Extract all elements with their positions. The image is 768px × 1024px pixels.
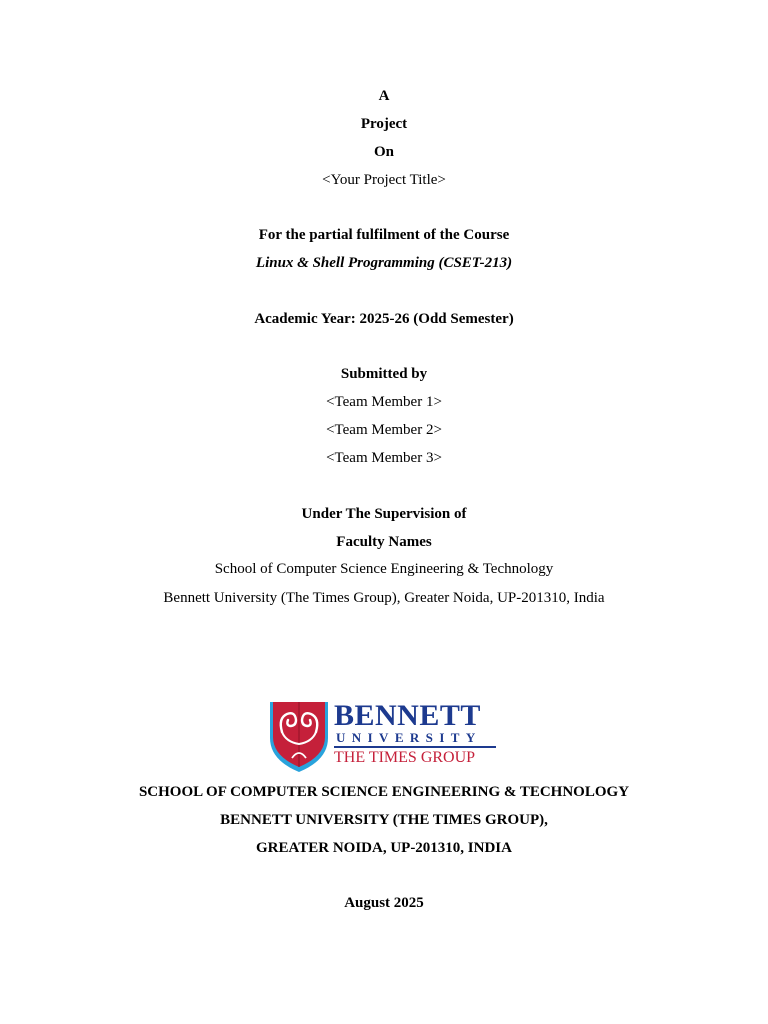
footer-date: August 2025 [344,895,424,911]
project-title: <Your Project Title> [322,172,446,188]
university-address: Bennett University (The Times Group), Greater Noida, UP-201310, India [163,590,605,606]
logo-sub: UNIVERSITY [336,730,482,745]
team-member-3: <Team Member 3> [326,450,442,466]
supervision-heading: Under The Supervision of [301,506,467,522]
team-member-2: <Team Member 2> [326,422,442,438]
faculty-names: Faculty Names [336,534,432,550]
shield-emblem-icon [268,698,330,774]
bennett-university-logo [268,698,500,776]
footer-school: SCHOOL OF COMPUTER SCIENCE ENGINEERING & TECHNOLOGY [138,784,630,800]
course-name: Linux & Shell Programming (CSET-213) [255,255,513,271]
course-heading: For the partial fulfilment of the Course [258,227,510,243]
footer-university: BENNETT UNIVERSITY (THE TIMES GROUP), [220,812,548,828]
footer-location: GREATER NOIDA, UP-201310, INDIA [256,840,512,856]
logo-name: BENNETT [334,699,481,732]
title-on: On [373,144,394,160]
logo-group: THE TIMES GROUP [334,748,476,766]
school-name: School of Computer Science Engineering & Technology [214,561,554,577]
title-a: A [378,88,390,104]
title-project: Project [360,116,408,132]
team-member-1: <Team Member 1> [326,394,442,410]
logo-divider [334,746,496,748]
submitted-by-heading: Submitted by [340,366,428,382]
academic-year: Academic Year: 2025-26 (Odd Semester) [254,311,514,327]
